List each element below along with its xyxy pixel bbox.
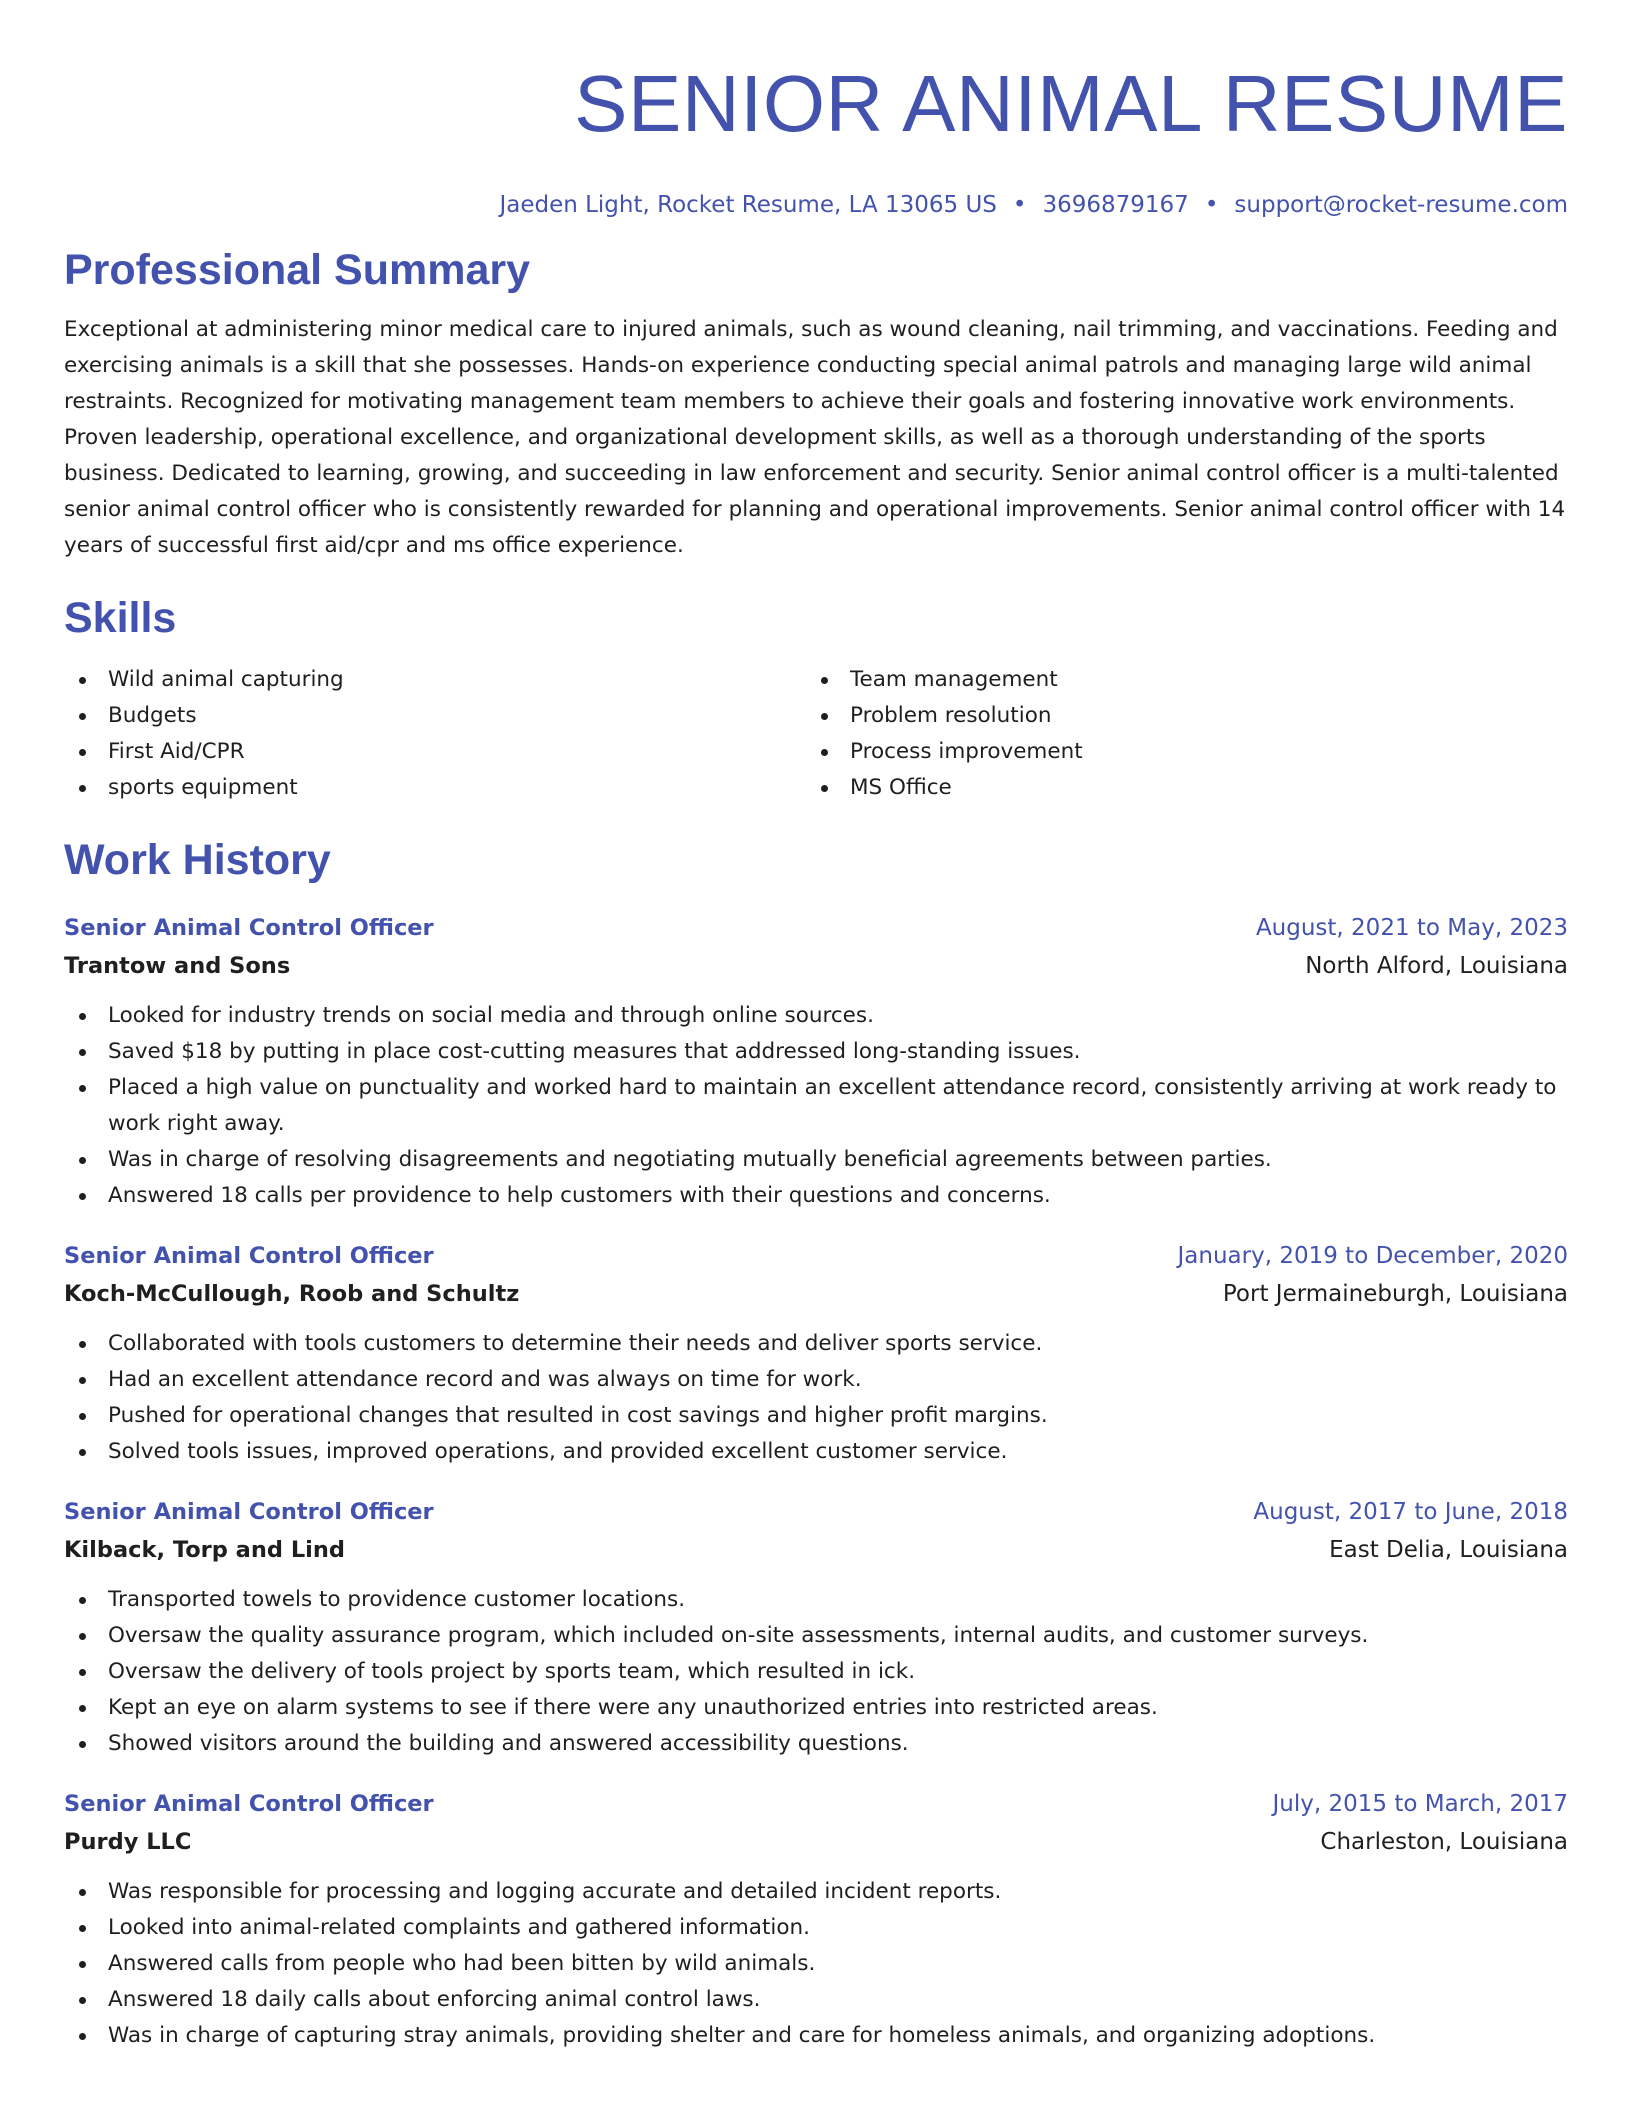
summary-text: Exceptional at administering minor medical care to injured animals, such as wound cleaning, nail trimming, and vaccinations. Feeding and exercising animals is a skill that she possesses. Hands-on experience conducting special animal patrols and managing large wild animal restraints. Recognized for motivating management team members to achieve their goals and fostering innovative work environments. Proven leadership, operational excellence, and organizational development skills, as well as a thorough understanding of the sports business. Dedicated to learning, growing, and succeeding in law enforcement and security. Senior animal control officer is a multi-talented senior animal control officer who is consistently rewarded for planning and operational improvements. Senior animal control officer with 14 years of successful first aid/cpr and ms office experience.: [64, 317, 1566, 558]
skills-column-right: [806, 662, 1548, 806]
job-company: Koch-McCullough, Roob and Schultz: [64, 1281, 520, 1307]
summary-heading: Professional Summary: [64, 246, 531, 294]
skill-item: Problem resolution: [806, 698, 1548, 734]
job-bullet: Answered calls from people who had been bitten by wild animals.: [64, 1946, 1568, 1982]
job-title: Senior Animal Control Officer: [64, 1791, 434, 1817]
skill-item: First Aid/CPR: [64, 734, 806, 770]
skill-item: Process improvement: [806, 734, 1548, 770]
job-location: North Alford, Louisiana: [1305, 953, 1568, 979]
work-history-heading: Work History: [64, 836, 331, 884]
job-bullet: Had an excellent attendance record and was always on time for work.: [64, 1362, 1568, 1398]
job-entry: [64, 1494, 1568, 1762]
contact-separator: •: [1204, 192, 1219, 218]
job-title: Senior Animal Control Officer: [64, 915, 434, 941]
job-title: Senior Animal Control Officer: [64, 1243, 434, 1269]
job-bullet: Oversaw the quality assurance program, which included on-site assessments, internal audits, and customer surveys.: [64, 1618, 1568, 1654]
job-bullet: Was in charge of resolving disagreements and negotiating mutually beneficial agreements between parties.: [64, 1142, 1568, 1178]
job-bullet: Showed visitors around the building and answered accessibility questions.: [64, 1726, 1568, 1762]
job-company: Purdy LLC: [64, 1829, 192, 1855]
contact-phone: 3696879167: [1042, 192, 1189, 218]
skill-item: Wild animal capturing: [64, 662, 806, 698]
skill-item: MS Office: [806, 770, 1548, 806]
job-bullet: Placed a high value on punctuality and worked hard to maintain an excellent attendance record, consistently arriving at work ready to work right away.: [64, 1070, 1568, 1142]
job-bullet: Was responsible for processing and logging accurate and detailed incident reports.: [64, 1874, 1568, 1910]
resume-page: [64, 0, 1568, 2054]
job-dates: August, 2017 to June, 2018: [1253, 1499, 1568, 1525]
job-dates: July, 2015 to March, 2017: [1272, 1791, 1568, 1817]
job-dates: August, 2021 to May, 2023: [1255, 915, 1568, 941]
job-bullet: Pushed for operational changes that resulted in cost savings and higher profit margins.: [64, 1398, 1568, 1434]
skill-item: Budgets: [64, 698, 806, 734]
skills-column-left: [64, 662, 806, 806]
job-title: Senior Animal Control Officer: [64, 1499, 434, 1525]
job-location: Charleston, Louisiana: [1320, 1829, 1568, 1855]
job-location: East Delia, Louisiana: [1329, 1537, 1568, 1563]
contact-address: Jaeden Light, Rocket Resume, LA 13065 US: [499, 192, 997, 218]
job-location: Port Jermaineburgh, Louisiana: [1222, 1281, 1568, 1307]
job-bullet: Saved $18 by putting in place cost-cutting measures that addressed long-standing issues.: [64, 1034, 1568, 1070]
job-bullet: Oversaw the delivery of tools project by sports team, which resulted in ick.: [64, 1654, 1568, 1690]
job-company: Trantow and Sons: [64, 953, 291, 979]
contact-email: support@rocket-resume.com: [1234, 192, 1568, 218]
job-entry: [64, 1238, 1568, 1470]
skill-item: Team management: [806, 662, 1548, 698]
skills-heading: Skills: [64, 594, 177, 642]
job-bullet: Solved tools issues, improved operations, and provided excellent customer service.: [64, 1434, 1568, 1470]
job-bullet: Collaborated with tools customers to determine their needs and deliver sports service.: [64, 1326, 1568, 1362]
job-bullet: Answered 18 calls per providence to help customers with their questions and concerns.: [64, 1178, 1568, 1214]
job-bullets: [64, 998, 1568, 1214]
job-entry: [64, 1786, 1568, 2054]
job-bullets: [64, 1326, 1568, 1470]
job-bullet: Kept an eye on alarm systems to see if there were any unauthorized entries into restricted areas.: [64, 1690, 1568, 1726]
job-dates: January, 2019 to December, 2020: [1177, 1243, 1568, 1269]
contact-line: [64, 190, 1568, 220]
job-bullet: Was in charge of capturing stray animals, providing shelter and care for homeless animals, and organizing adoptions.: [64, 2018, 1568, 2054]
contact-separator: •: [1012, 192, 1027, 218]
job-bullets: [64, 1874, 1568, 2054]
job-bullet: Looked for industry trends on social media and through online sources.: [64, 998, 1568, 1034]
job-bullets: [64, 1582, 1568, 1762]
skill-item: sports equipment: [64, 770, 806, 806]
job-bullet: Transported towels to providence customer locations.: [64, 1582, 1568, 1618]
job-bullet: Answered 18 daily calls about enforcing animal control laws.: [64, 1982, 1568, 2018]
resume-title: SENIOR ANIMAL RESUME: [574, 59, 1568, 148]
job-company: Kilback, Torp and Lind: [64, 1537, 345, 1563]
job-entry: [64, 910, 1568, 1214]
skills-list: [64, 662, 1568, 806]
job-bullet: Looked into animal-related complaints and gathered information.: [64, 1910, 1568, 1946]
